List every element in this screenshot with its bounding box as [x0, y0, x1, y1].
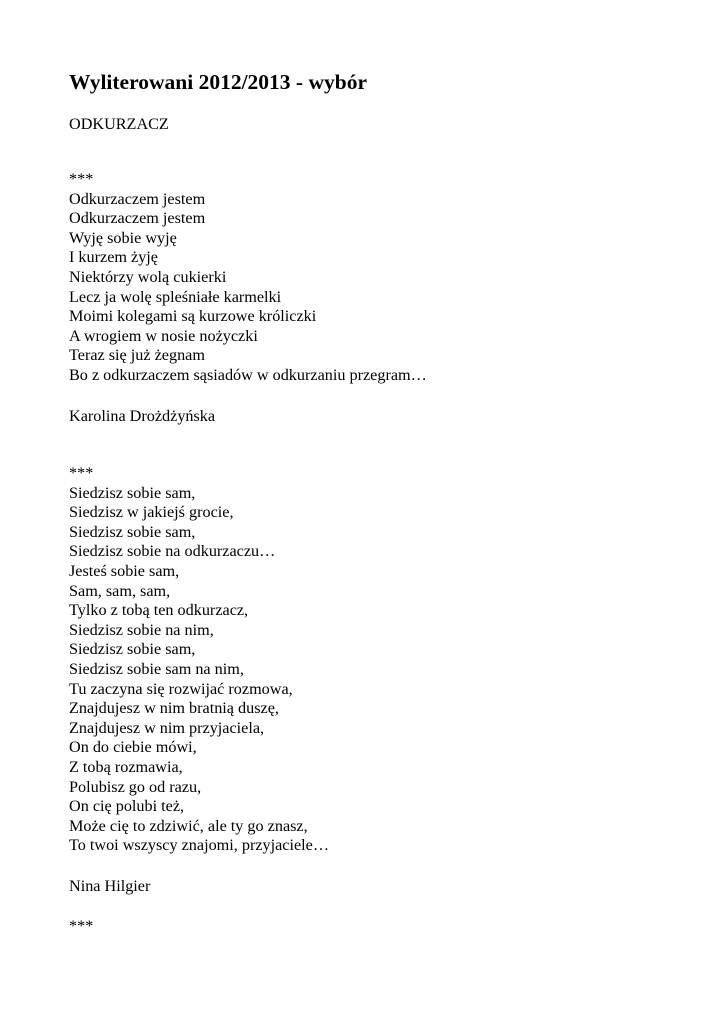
poem-2: [69, 464, 329, 856]
poem-line: Odkurzaczem jestem: [69, 189, 206, 208]
poem-line: I kurzem żyję: [69, 248, 158, 267]
poem-line: Polubisz go od razu,: [69, 777, 202, 796]
poem-line: Siedzisz sobie sam,: [69, 483, 196, 502]
poem-1: [69, 170, 427, 386]
poem-line: Może cię to zdziwić, ale ty go znasz,: [69, 816, 308, 835]
poem-line: A wrogiem w nosie nożyczki: [69, 326, 258, 345]
section-heading: ODKURZACZ: [69, 115, 169, 133]
poem-line: Bo z odkurzaczem sąsiadów w odkurzaniu przegram…: [69, 365, 427, 384]
poem-separator: ***: [69, 170, 94, 188]
poem-line: Siedzisz sobie na odkurzaczu…: [69, 542, 276, 561]
poem-line: Siedzisz sobie sam,: [69, 522, 196, 541]
poem-line: Siedzisz sobie sam na nim,: [69, 659, 244, 678]
poem-line: Siedzisz w jakiejś grocie,: [69, 503, 234, 522]
poem-line: Sam, sam, sam,: [69, 581, 171, 600]
poem-line: Znajdujesz w nim bratnią duszę,: [69, 699, 279, 718]
poem-line: To twoi wszyscy znajomi, przyjaciele…: [69, 836, 330, 855]
poem-line: Z tobą rozmawia,: [69, 757, 183, 776]
poem-line: Lecz ja wolę spleśniałe karmelki: [69, 287, 282, 306]
poem-separator: ***: [69, 917, 94, 935]
poem-separator: ***: [69, 464, 94, 482]
poem-line: Jesteś sobie sam,: [69, 561, 180, 580]
poem-line: Odkurzaczem jestem: [69, 209, 206, 228]
poem-author: Karolina Drożdżyńska: [69, 407, 216, 425]
poem-line: Niektórzy wolą cukierki: [69, 267, 227, 286]
poem-line: Wyję sobie wyję: [69, 228, 177, 247]
poem-line: Tu zaczyna się rozwijać rozmowa,: [69, 679, 293, 698]
poem-line: Tylko z tobą ten odkurzacz,: [69, 601, 249, 620]
poem-line: Siedzisz sobie sam,: [69, 640, 196, 659]
poem-line: On do ciebie mówi,: [69, 738, 197, 757]
poem-line: Moimi kolegami są kurzowe króliczki: [69, 307, 317, 326]
poem-line: Znajdujesz w nim przyjaciela,: [69, 718, 265, 737]
poem-author: Nina Hilgier: [69, 877, 151, 895]
document-title: Wyliterowani 2012/2013 - wybór: [69, 70, 367, 94]
poem-line: Siedzisz sobie na nim,: [69, 620, 214, 639]
poem-line: Teraz się już żegnam: [69, 346, 205, 365]
poem-line: On cię polubi też,: [69, 797, 185, 816]
